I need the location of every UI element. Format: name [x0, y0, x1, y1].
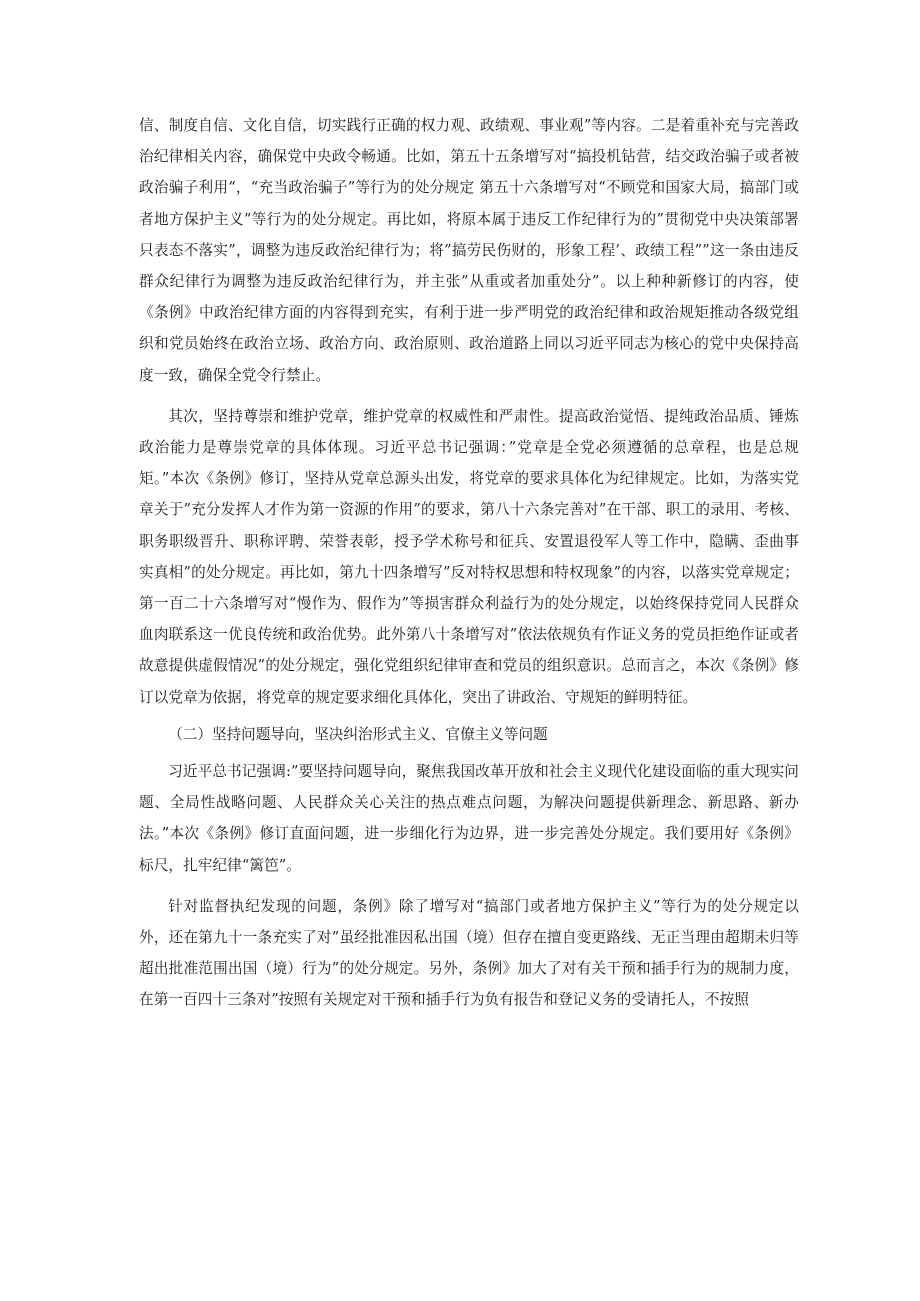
document-page: [139, 110, 799, 1016]
paragraph-problem-oriented: 习近平总书记强调:”要坚持问题导向，聚焦我国改革开放和社会主义现代化建设面临的重大现实问题、全局性战略问题、人民群众关心关注的热点难点问题，为解决问题提供新理念、新思路、新办法。”本次《条例》修订直面问题，进一步细化行为边界，进一步完善处分规定。我们要用好《条例》标尺，扎牢纪律“篱笆”。: [139, 763, 799, 874]
paragraph-supervision-issues: 针对监督执纪发现的问题，条例》除了增写对“搞部门或者地方保护主义”等行为的处分规定以外，还在第九十一条充实了对”虽经批准因私出国（境）但存在擅自变更路线、无正当理由超期未归等超出批准范围出国（境）行为”的处分规定。另外，条例》加大了对有关干预和插手行为的规制力度，在第一百四十三条对”按照有关规定对干预和插手行为负有报告和登记义务的受请托人，不按照: [139, 897, 799, 1009]
paragraph-party-constitution: 其次，坚持尊崇和维护党章，维护党章的权威性和严肃性。提高政治觉悟、提纯政治品质、锤炼政治能力是尊崇党章的具体体现。习近平总书记强调：”党章是全党必须遵循的总章程，也是总规矩。”本次《条例》修订，坚持从党章总源头出发，将党章的要求具体化为纪律规定。比如，为落实党章关于”充分发挥人才作为第一资源的作用”的要求，第八十六条完善对”在干部、职工的录用、考核、职务职级晋升、职称评聘、荣誉表彰，授予学术称号和征兵、安置退役军人等工作中，隐瞒、歪曲事实真相”的处分规定。再比如，第九十四条增写”反对特权思想和特权现象”的内容，以落实党章规定；第一百二十六条增写对“慢作为、假作为”等损害群众利益行为的处分规定，以始终保持党同人民群众血肉联系这一优良传统和政治优势。此外第八十条增写对”依法依规负有作证义务的党员拒绝作证或者故意提供虚假情况”的处分规定，强化党组织纪律审查和党员的组织意识。总而言之，本次《条例》修订以党章为依据，将党章的规定要求细化具体化，突出了讲政治、守规矩的鲜明特征。: [139, 407, 799, 706]
section-heading: （二）坚持问题导向，坚决纠治形式主义、官僚主义等问题: [168, 725, 548, 743]
paragraph-political-discipline: 信、制度自信、文化自信，切实践行正确的权力观、政绩观、事业观”等内容。二是着重补充与完善政治纪律相关内容，确保党中央政令畅通。比如，第五十五条增写对“搞投机钻营，结交政治骗子或者被政治骗子利用“，“充当政治骗子”等行为的处分规定 第五十六条增写对“不顾党和国家大局，搞部门或者地方保护主义”等行为的处分规定。再比如，将原本属于违反工作纪律行为的”贯彻党中央决策部署只表态不落实”，调整为违反政治纪律行为；将”搞劳民伤财的，形象工程’、政绩工程””这一条由违反群众纪律行为调整为违反政治纪律行为，并主张”从重或者加重处分”。以上种种新修订的内容，使《条例》中政治纪律方面的内容得到充实，有利于进一步严明党的政治纪律和政治规矩推动各级党组织和党员始终在政治立场、政治方向、政治原则、政治道路上同以习近平同志为核心的党中央保持高度一致，确保全党令行禁止。: [139, 117, 799, 384]
